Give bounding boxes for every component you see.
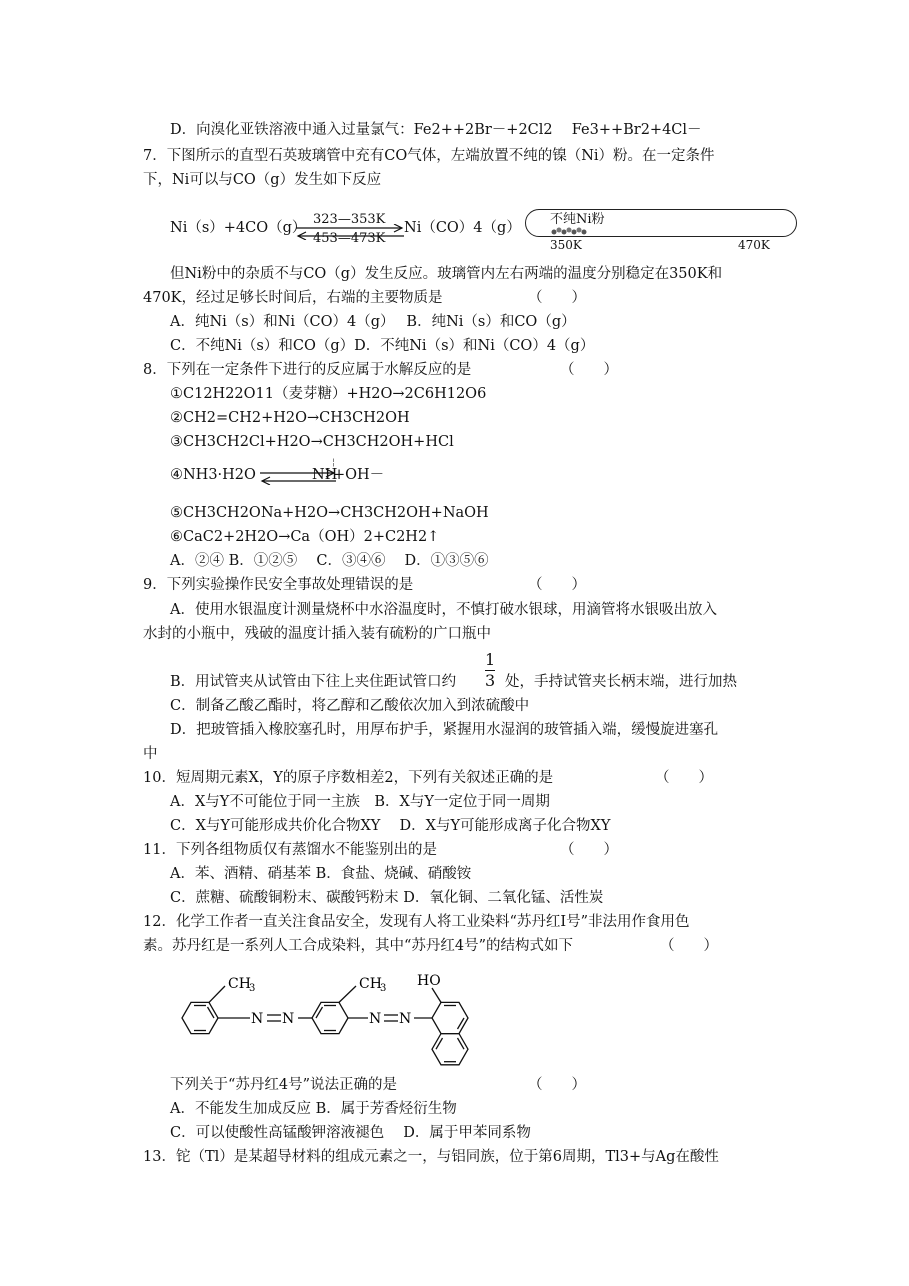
tube-impure-ni-label: 不纯Ni粉 <box>550 212 605 227</box>
q7-stem-line4: 470K，经过足够长时间后，右端的主要物质是 <box>143 290 443 306</box>
q12-options-cd: C．可以使酸性高锰酸钾溶液褪色 D．属于甲苯同系物 <box>170 1125 531 1141</box>
q12-stem-line2: 素。苏丹红是一系列人工合成染料，其中“苏丹红4号”的结构式如下 <box>143 938 574 954</box>
azo-n-1: N <box>251 1011 264 1027</box>
q7-options-cd: C．不纯Ni（s）和CO（g）D．不纯Ni（s）和Ni（CO）4（g） <box>170 338 595 354</box>
fraction-numerator: 1 <box>485 650 496 669</box>
q7-answer-paren: （ ） <box>528 290 586 306</box>
q8-reaction-1: ①C12H22O11（麦芽糖）+H2O→2C6H12O6 <box>170 386 487 402</box>
q11-options-ab: A．苯、酒精、硝基苯 B．食盐、烧碱、硝酸铵 <box>170 866 472 882</box>
benzene-ring-1 <box>182 1002 218 1033</box>
ch3-label-2: CH <box>359 976 382 992</box>
ch3-subscript-2: 3 <box>380 983 387 994</box>
q8-reaction-5: ⑤CH3CH2ONa+H2O→CH3CH2OH+NaOH <box>170 505 489 521</box>
azo-n-3: N <box>369 1011 382 1027</box>
q13-stem: 13．铊（Tl）是某超导材料的组成元素之一，与铝同族，位于第6周期，Tl3+与Ag在酸性 <box>143 1149 719 1165</box>
q11-stem: 11．下列各组物质仅有蒸馏水不能鉴别出的是 <box>143 842 437 858</box>
q8-reaction-4-tail: +OH－ <box>333 467 385 483</box>
q7-equation-bottom-temp: 453—473K <box>313 231 386 246</box>
naphthalene-ring-lower <box>432 1034 468 1065</box>
one-third-fraction <box>485 652 495 689</box>
q8-reaction-3: ③CH3CH2Cl+H2O→CH3CH2OH+HCl <box>170 434 454 450</box>
q8-answer-paren: （ ） <box>560 362 618 378</box>
q6-option-d: D．向溴化亚铁溶液中通入过量氯气：Fe2++2Br－+2Cl2 Fe3++Br2+4Cl－ <box>170 122 702 138</box>
fraction-denominator: 3 <box>485 671 496 690</box>
q9-option-d-line2: 中 <box>143 746 158 762</box>
q8-reaction-6: ⑥CaC2+2H2O→Ca（OH）2+C2H2↑ <box>170 529 440 545</box>
q9-option-a-line2: 水封的小瓶中，残破的温度计插入装有硫粉的广口瓶中 <box>143 626 491 642</box>
q7-stem-line2: 下，Ni可以与CO（g）发生如下反应 <box>143 172 382 188</box>
hydroxyl-label: HO <box>417 973 441 989</box>
q7-equation-right: Ni（CO）4（g） <box>404 220 521 236</box>
sudan-red-4-structure <box>170 968 500 1080</box>
q9-stem: 9．下列实验操作民安全事故处理错误的是 <box>143 577 414 593</box>
q7-stem-line3: 但Ni粉中的杂质不与CO（g）发生反应。玻璃管内左右两端的温度分别稳定在350K和 <box>170 266 723 282</box>
q8-options: A．②④ B．①②⑤ C．③④⑥ D．①③⑤⑥ <box>170 553 489 569</box>
benzene-ring-2 <box>312 1002 348 1033</box>
q12-stem-line1: 12．化学工作者一直关注食品安全，发现有人将工业染料“苏丹红Ⅰ号”非法用作食用色 <box>143 914 690 930</box>
q10-options-cd: C．X与Y可能形成共价化合物XY D．X与Y可能形成离子化合物XY <box>170 818 611 834</box>
q12-stem-line3: 下列关于“苏丹红4号”说法正确的是 <box>170 1077 398 1093</box>
q9-option-b-part1: B．用试管夹从试管由下往上夹住距试管口约 <box>170 674 457 690</box>
q9-option-d-line1: D．把玻管插入橡胶塞孔时，用厚布护手，紧握用水湿润的玻管插入端，缓慢旋进塞孔 <box>170 722 719 738</box>
q12-answer-paren-2: （ ） <box>528 1077 586 1093</box>
q12-options-ab: A．不能发生加成反应 B．属于芳香烃衍生物 <box>170 1101 457 1117</box>
q10-answer-paren: （ ） <box>655 770 713 786</box>
q7-options-ab: A．纯Ni（s）和Ni（CO）4（g） B．纯Ni（s）和CO（g） <box>170 314 576 330</box>
azo-n-2: N <box>282 1011 295 1027</box>
q8-stem: 8．下列在一定条件下进行的反应属于水解反应的是 <box>143 362 472 378</box>
q8-reaction-4-ammonium: NH <box>312 467 338 483</box>
q8-reaction-4-left: ④NH3·H2O <box>170 467 256 483</box>
ch3-subscript-1: 3 <box>249 983 256 994</box>
q9-option-c: C．制备乙酸乙酯时，将乙醇和乙酸依次加入到浓硫酸中 <box>170 698 530 714</box>
q9-option-b-part2: 处，手持试管夹长柄末端，进行加热 <box>505 674 737 690</box>
q12-answer-paren-1: （ ） <box>660 938 718 954</box>
q7-stem-line1: 7．下图所示的直型石英玻璃管中充有CO气体，左端放置不纯的镍（Ni）粉。在一定条件 <box>143 148 715 164</box>
q9-answer-paren: （ ） <box>528 577 586 593</box>
tube-right-temp: 470K <box>738 238 770 252</box>
q8-reaction-4-superscript-mark: ¦ <box>332 458 336 468</box>
ni-powder-icon <box>550 224 588 236</box>
q10-stem: 10．短周期元素X，Y的原子序数相差2，下列有关叙述正确的是 <box>143 770 554 786</box>
q11-options-cd: C．蔗糖、硫酸铜粉末、碳酸钙粉末 D．氧化铜、二氧化锰、活性炭 <box>170 890 604 906</box>
naphthalene-ring-upper <box>432 1002 468 1033</box>
q7-equation-top-temp: 323—353K <box>313 212 386 227</box>
tube-left-temp: 350K <box>550 238 582 252</box>
ch3-label-1: CH <box>228 976 251 992</box>
azo-n-4: N <box>399 1011 412 1027</box>
q9-option-a-line1: A．使用水银温度计测量烧杯中水浴温度时，不慎打破水银球，用滴管将水银吸出放入 <box>170 602 717 618</box>
q7-equation-left: Ni（s）+4CO（g） <box>170 220 307 236</box>
q11-answer-paren: （ ） <box>560 842 618 858</box>
q10-options-ab: A．X与Y不可能位于同一主族 B．X与Y一定位于同一周期 <box>170 794 550 810</box>
reversible-arrow-icon <box>294 224 406 240</box>
q8-reaction-2: ②CH2=CH2+H2O→CH3CH2OH <box>170 410 410 426</box>
